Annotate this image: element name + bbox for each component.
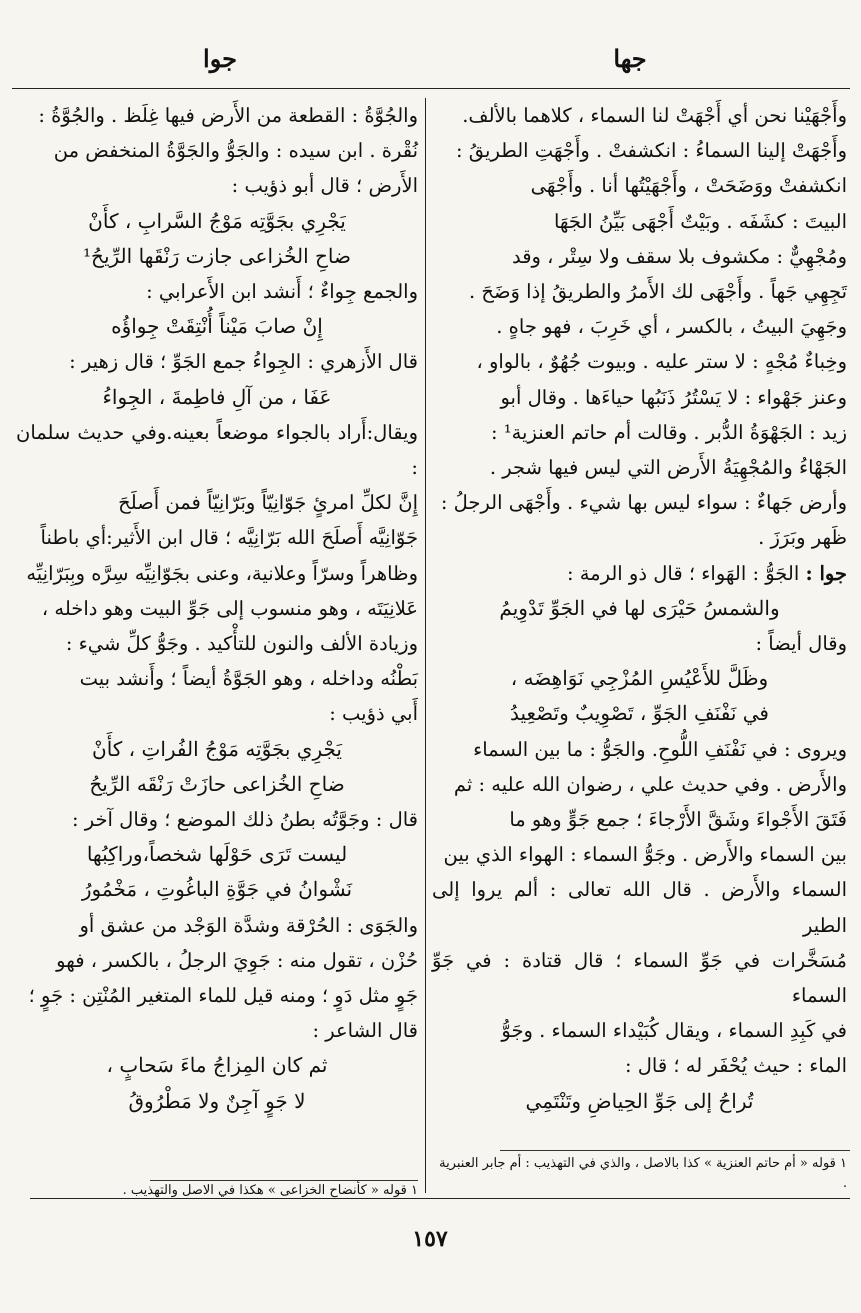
verse-line: والشمسُ حَيْرَى لها في الجَوِّ تَدْوِيمُ bbox=[499, 595, 780, 620]
text-line: وخِباءٌ مُجْهٍ : لا ستر عليه . وبيوت جُهُوٌ ، بالواو ، bbox=[476, 350, 847, 374]
text-line: جَوّانِيَّه أَصلَحَ الله بَرّانِيَّه ؛ قال ابن الأَثير:أي باطناً bbox=[40, 526, 418, 550]
header-keyword-right: جها bbox=[613, 44, 647, 73]
verse-line: ضاحِ الخُزاعى حازَتْ رَنْقَه الرِّيحُ bbox=[89, 771, 345, 796]
entry-first-line bbox=[432, 556, 847, 591]
text-line: وجَهِيَ البيتُ ، بالكسر ، أي خَرِبَ ، فهو جاهٍ . bbox=[496, 315, 847, 339]
text-line: ظَهر وبَرَزَ . bbox=[758, 526, 847, 550]
text-line: والأَرض . وفي حديث علي ، رضوان الله عليه : ثم bbox=[453, 772, 847, 796]
page-number: ١٥٧ bbox=[412, 1226, 448, 1252]
text-line: عَلانِيَتَه ، وهو منسوب إلى جَوِّ البيت وهو داخله ، bbox=[41, 596, 418, 620]
text-line: بين السماء والأَرض . وجَوُّ السماء : الهواء الذي بين bbox=[443, 843, 847, 867]
verse-line: ضاحِ الخُزاعى جازت رَنْقَها الرِّيحُ¹ bbox=[83, 243, 351, 268]
text-line: تَجِهِي جَهاً . وأَجْهَى لك الأَمرُ والطريقُ إذا وَضَحَ . bbox=[469, 280, 847, 304]
footnote-rule-right bbox=[500, 1150, 850, 1151]
verse-line: تُراحُ إلى جَوِّ الحِياضِ وتَنْتَمِي bbox=[525, 1088, 754, 1113]
text-line: بَطْنُه وداخله ، وهو الجَوَّةُ أيضاً ؛ وأَنشد بيت bbox=[79, 667, 418, 691]
text-line: البيتَ : كشَفَه . وبَيْتٌ أَجْهَى بَيِّنُ الجَهَا bbox=[553, 209, 847, 233]
verse-line: ثم كان المِزاجُ ماءَ سَحابٍ ، bbox=[106, 1053, 328, 1078]
text-line: وزيادة الألف والنون للتأْكيد . وجَوُّ كلِّ شيء : bbox=[65, 632, 418, 656]
verse-line: ليست تَرَى حَوْلَها شخصاً،وراكِبُها bbox=[86, 842, 348, 867]
text-line: قال الأَزهري : الجِواءُ جمع الجَوِّ ؛ قال زهير : bbox=[69, 350, 418, 374]
text-line: وعنز جَهْواء : لا يَسْتُرُ ذَنَبُها حياءَها . وقال أبو bbox=[500, 385, 847, 409]
text-line: وأرض جَهاءٌ : سواء ليس بها شيء . وأَجْهَى الرجلُ : bbox=[440, 491, 847, 515]
footnote-left: ١ قوله « كأنضاح الخزاعى » هكذا في الاصل والتهذيب . bbox=[122, 1183, 418, 1198]
text-line: انكشفتْ ووَضَحَتْ ، وأَجْهَيْتُها أنا . وأَجْهَى bbox=[530, 174, 847, 198]
verse-line: عَفَا ، من آلِ فاطِمةَ ، الجِواءُ bbox=[102, 384, 332, 409]
text-line: وقال أيضاً : bbox=[755, 632, 847, 656]
text-line: زيد : الجَهْوَةُ الدُّبر . وقالت أم حاتم العنزية¹ : bbox=[490, 420, 847, 444]
left-column bbox=[16, 98, 418, 1119]
text-line: ويروى : في نَفْنَفِ اللُّوحِ. والجَوُّ : ما بين السماء bbox=[473, 737, 847, 761]
text-line: قال : وجَوَّتُه بطنُ ذلك الموضع ؛ وقال آخر : bbox=[71, 808, 418, 832]
text-line: حُزْن ، تقول منه : جَوِيَ الرجلُ ، بالكسر ، فهو bbox=[56, 948, 418, 972]
text-line: أَبي ذؤيب : bbox=[329, 702, 418, 726]
text-line: الماء : حيث يُحْفَر له ؛ قال : bbox=[624, 1054, 847, 1078]
text-line: ويقال:أَراد بالجواء موضعاً بعينه.وفي حديث سلمان : bbox=[16, 420, 418, 480]
text-line: إِنَّ لكلِّ امرئٍ جَوّانِيّاً وبَرّانِيّاً فمن أَصلَحَ bbox=[118, 491, 418, 515]
text-line: جَوٍ مثل دَوٍ ؛ ومنه قيل للماء المتغير المُنْتِن : جَوٍ ؛ bbox=[28, 984, 418, 1008]
text-line: والجمع جِواءٌ ؛ أَنشد ابن الأَعرابي : bbox=[146, 280, 418, 304]
verse-line: لا جَوٍ آجِنٌ ولا مَطْرُوقُ bbox=[128, 1088, 306, 1113]
header-keyword-left: جوا bbox=[203, 44, 237, 73]
text-line: وظاهراً وسرّاً وعلانية، وعنى بجَوّانِيِّه سِرَّه وبِبَرّانِيِّه bbox=[26, 561, 418, 585]
text-line: مُسَخَّرات في جَوِّ السماء ؛ قال قتادة : في جَوِّ السماء bbox=[432, 948, 847, 1008]
text-line: فَتَقَ الأَجْواءَ وشَقَّ الأَرْجاءَ ؛ جمع جَوٍّ وهو ما bbox=[509, 808, 847, 832]
text-line: والجَوَى : الحُرْقة وشدَّة الوَجْد من عشق أو bbox=[79, 913, 418, 937]
text-line: ومُجْهِيٌّ : مكشوف بلا سقف ولا سِتْر ، وقد bbox=[512, 244, 847, 268]
text-line: وأَجْهَيْنا نحن أي أَجْهَتْ لنا السماء ، كلاهما بالألف. bbox=[462, 104, 847, 127]
verse-line: إِنْ صابَ مَيْناً أُنْتِقَتْ جِواؤُه bbox=[111, 314, 323, 339]
text-line: وأَجْهَتْ إلينا السماءُ : انكشفتْ . وأَجْهَتِ الطريقُ : bbox=[455, 139, 847, 163]
text-line: الجَهْاءُ والمُجْهِيَةُ الأَرض التي ليس فيها شجر . bbox=[489, 456, 847, 480]
verse-line: وظَلَّ للأَعْيُسِ المُزْجِي نَوَاهِضَه ، bbox=[510, 666, 769, 691]
text-line: الأَرض ؛ قال أبو ذؤيب : bbox=[231, 174, 418, 198]
entry-text: الجَوُّ : الهَواء ؛ قال ذو الرمة : bbox=[566, 561, 800, 585]
bottom-rule bbox=[30, 1198, 850, 1199]
verse-line: في نَفْنَفِ الجَوِّ ، تَصْوِيبٌ وتَصْعِيدُ bbox=[510, 701, 769, 726]
text-line: في كَبِدِ السماء ، ويقال كُبَيْداء السماء . وجَوُّ bbox=[501, 1019, 847, 1043]
verse-line: يَجْرِي بجَوَّتِه مَوْجُ الفُراتِ ، كأَنْ bbox=[92, 736, 342, 761]
text-line: السماء والأَرض . قال الله تعالى : ألم يروا إلى الطير bbox=[432, 878, 847, 937]
verse-line: يَجْرِي بجَوَّتِه مَوْجُ السَّرابِ ، كأَنْ bbox=[88, 208, 346, 233]
text-line: نُقْرة . ابن سيده : والجَوُّ والجَوَّةُ المنخفض من bbox=[53, 139, 418, 163]
verse-line: نَشْوانُ في جَوَّةِ الباغُوتِ ، مَخْمُورُ bbox=[81, 877, 353, 902]
column-divider bbox=[425, 98, 426, 1193]
text-line: قال الشاعر : bbox=[312, 1019, 418, 1043]
right-column bbox=[432, 98, 847, 1119]
top-rule bbox=[12, 88, 850, 89]
footnote-right: ١ قوله « أم حاتم العنزية » كذا بالاصل ، والذي في التهذيب : أم جابر العنبرية . bbox=[439, 1156, 847, 1191]
entry-headword: جوا : bbox=[805, 561, 847, 585]
text-line: والجُوَّةُ : القطعة من الأَرض فيها غِلَظ . والجُوَّةُ : bbox=[38, 104, 418, 127]
